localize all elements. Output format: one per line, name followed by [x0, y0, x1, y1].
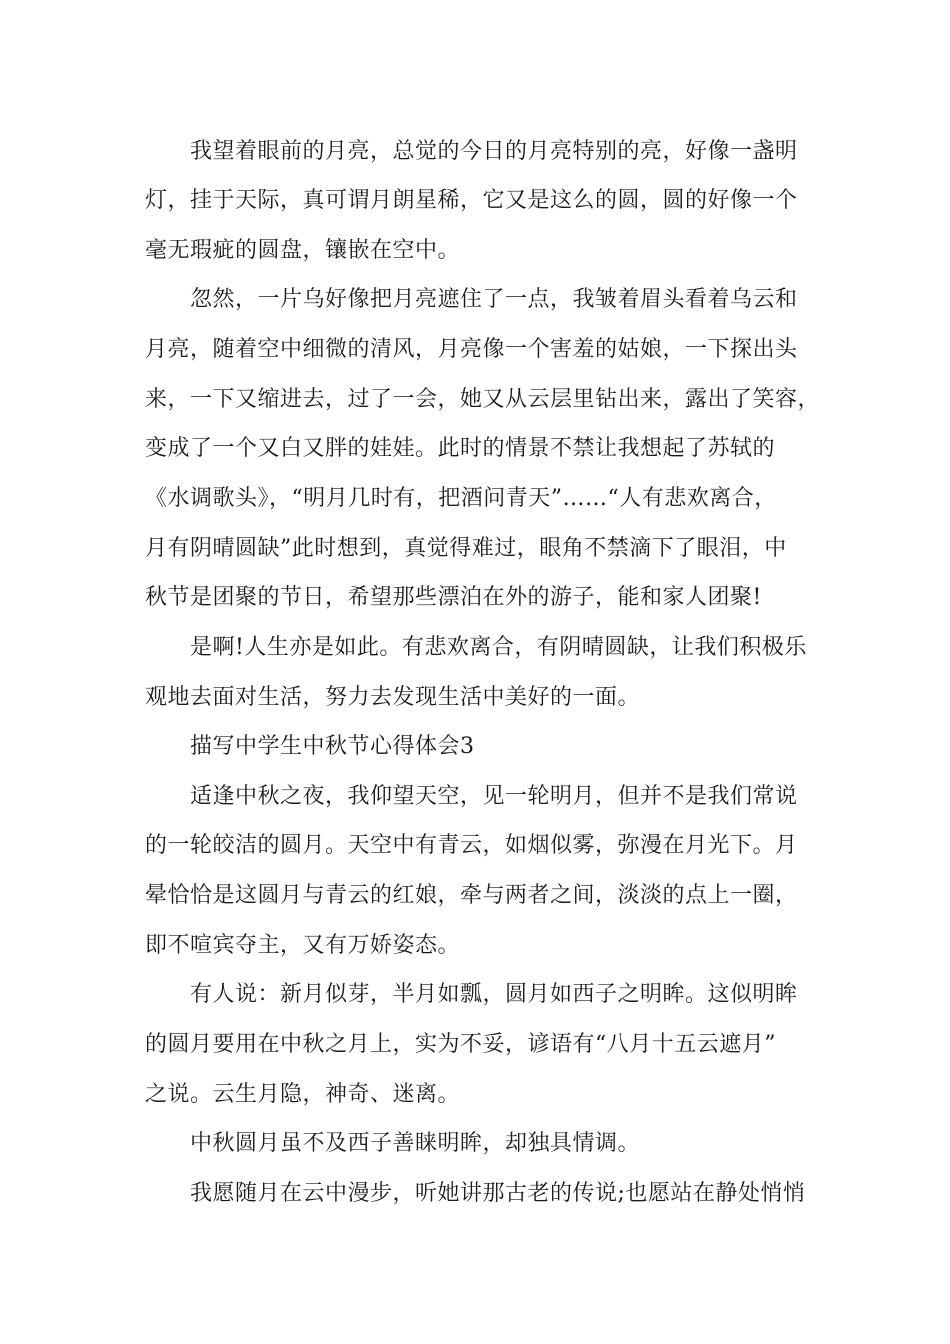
- paragraph-1-line-3: 毫无瑕疵的圆盘，镶嵌在空中。: [145, 238, 461, 263]
- section-heading: 描写中学生中秋节心得体会3: [190, 734, 475, 759]
- paragraph-4-line-1: 适逢中秋之夜，我仰望天空，见一轮明月，但并不是我们常说: [190, 784, 798, 809]
- paragraph-4-line-2: 的一轮皎洁的圆月。天空中有青云，如烟似雾，弥漫在月光下。月: [145, 833, 798, 858]
- paragraph-4-line-4: 即不喧宾夺主，又有万娇姿态。: [145, 933, 461, 958]
- paragraph-5-line-2: 的圆月要用在中秋之月上，实为不妥，谚语有“八月十五云遮月”: [145, 1032, 776, 1057]
- paragraph-2-line-6: 月有阴晴圆缺”此时想到，真觉得难过，眼角不禁滴下了眼泪，中: [145, 536, 787, 561]
- paragraph-1-line-2: 灯，挂于天际，真可谓月朗星稀，它又是这么的圆，圆的好像一个: [145, 188, 798, 213]
- paragraph-2-line-1: 忽然，一片乌好像把月亮遮住了一点，我皱着眉头看着乌云和: [190, 287, 798, 312]
- paragraph-5-line-1: 有人说：新月似芽，半月如瓢，圆月如西子之明眸。这似明眸: [190, 982, 798, 1007]
- paragraph-3-line-2: 观地去面对生活，努力去发现生活中美好的一面。: [145, 685, 641, 710]
- paragraph-1-line-1: 我望着眼前的月亮，总觉的今日的月亮特别的亮，好像一盏明: [190, 139, 798, 164]
- paragraph-2-line-4: 变成了一个又白又胖的娃娃。此时的情景不禁让我想起了苏轼的: [145, 436, 776, 461]
- paragraph-2-line-2: 月亮，随着空中细微的清风，月亮像一个害羞的姑娘，一下探出头: [145, 337, 798, 362]
- paragraph-2-line-3: 来，一下又缩进去，过了一会，她又从云层里钻出来，露出了笑容，: [145, 387, 821, 412]
- paragraph-4-line-3: 晕恰恰是这圆月与青云的红娘，牵与两者之间，淡淡的点上一圈，: [145, 883, 798, 908]
- paragraph-6-line-1: 中秋圆月虽不及西子善睐明眸，却独具情调。: [190, 1131, 641, 1156]
- paragraph-7-line-1: 我愿随月在云中漫步，听她讲那古老的传说;也愿站在静处悄悄: [190, 1181, 806, 1206]
- paragraph-2-line-7: 秋节是团聚的节日，希望那些漂泊在外的游子，能和家人团聚!: [145, 585, 762, 610]
- paragraph-5-line-3: 之说。云生月隐，神奇、迷离。: [145, 1082, 461, 1107]
- paragraph-3-line-1: 是啊!人生亦是如此。有悲欢离合，有阴晴圆缺，让我们积极乐: [190, 635, 807, 660]
- paragraph-2-line-5: 《水调歌头》，“明月几时有，把酒问青天”……“人有悲欢离合，: [145, 486, 777, 511]
